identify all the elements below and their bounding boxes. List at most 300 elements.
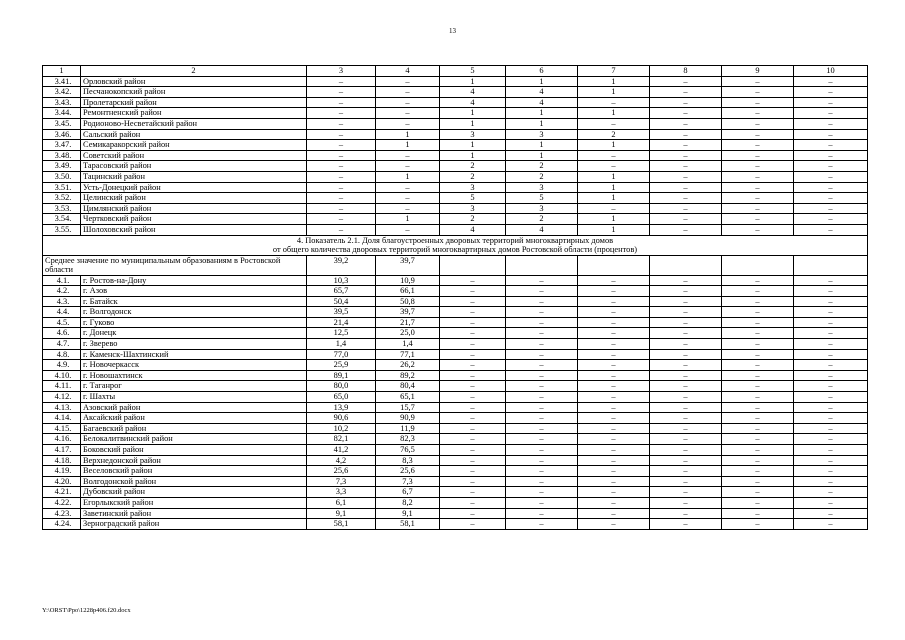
value-cell: –	[307, 203, 376, 214]
value-cell: –	[650, 508, 722, 519]
table-row	[43, 129, 868, 140]
value-cell: 2	[440, 161, 506, 172]
value-cell: –	[307, 150, 376, 161]
municipality-name-cell: г. Гуково	[81, 317, 307, 328]
municipality-name-cell: Песчанокопский район	[81, 87, 307, 98]
value-cell: –	[578, 413, 650, 424]
column-number-cell: 2	[81, 66, 307, 77]
page-number: 13	[449, 27, 456, 35]
indicator-table	[42, 65, 868, 530]
value-cell: –	[722, 150, 794, 161]
value-cell: –	[650, 140, 722, 151]
value-cell: 4	[440, 224, 506, 235]
value-cell: 77,1	[376, 349, 440, 360]
value-cell: 76,5	[376, 445, 440, 456]
column-number-cell: 3	[307, 66, 376, 77]
value-cell: –	[578, 370, 650, 381]
value-cell: –	[650, 286, 722, 297]
value-cell: –	[307, 129, 376, 140]
table-row	[43, 296, 868, 307]
municipality-name-cell: г. Азов	[81, 286, 307, 297]
value-cell: –	[506, 296, 578, 307]
empty-cell	[506, 255, 578, 275]
average-value-cell: 39,7	[376, 255, 440, 275]
value-cell: –	[440, 434, 506, 445]
municipality-name-cell: Зерноградский район	[81, 519, 307, 530]
value-cell: –	[650, 214, 722, 225]
value-cell: –	[722, 275, 794, 286]
value-cell: 1	[578, 224, 650, 235]
value-cell: 13,9	[307, 402, 376, 413]
value-cell: –	[376, 224, 440, 235]
value-cell: –	[794, 286, 868, 297]
municipality-name-cell: г. Таганрог	[81, 381, 307, 392]
municipality-name-cell: Егорлыкский район	[81, 497, 307, 508]
municipality-name-cell: Багаевский район	[81, 423, 307, 434]
value-cell: –	[307, 224, 376, 235]
column-number-cell: 8	[650, 66, 722, 77]
value-cell: –	[794, 150, 868, 161]
value-cell: –	[440, 381, 506, 392]
average-row	[43, 255, 868, 275]
empty-cell	[794, 255, 868, 275]
municipality-name-cell: Цимлянский район	[81, 203, 307, 214]
value-cell: 7,3	[376, 476, 440, 487]
table-row	[43, 519, 868, 530]
row-number-cell: 4.2.	[43, 286, 81, 297]
value-cell: –	[722, 182, 794, 193]
value-cell: 1,4	[376, 339, 440, 350]
value-cell: –	[722, 224, 794, 235]
value-cell: –	[376, 76, 440, 87]
municipality-name-cell: Заветинский район	[81, 508, 307, 519]
value-cell: –	[506, 487, 578, 498]
value-cell: 1	[578, 87, 650, 98]
table-row	[43, 370, 868, 381]
value-cell: –	[506, 466, 578, 477]
empty-cell	[578, 255, 650, 275]
value-cell: –	[650, 161, 722, 172]
value-cell: –	[650, 466, 722, 477]
row-number-cell: 4.6.	[43, 328, 81, 339]
value-cell: 4,2	[307, 455, 376, 466]
value-cell: –	[506, 286, 578, 297]
value-cell: –	[578, 339, 650, 350]
value-cell: –	[650, 434, 722, 445]
value-cell: –	[440, 275, 506, 286]
value-cell: –	[307, 161, 376, 172]
municipality-name-cell: Тацинский район	[81, 171, 307, 182]
value-cell: –	[506, 307, 578, 318]
value-cell: 3,3	[307, 487, 376, 498]
value-cell: 4	[506, 87, 578, 98]
value-cell: –	[794, 97, 868, 108]
value-cell: –	[650, 339, 722, 350]
value-cell: 90,6	[307, 413, 376, 424]
value-cell: –	[650, 360, 722, 371]
column-number-cell: 6	[506, 66, 578, 77]
value-cell: –	[650, 476, 722, 487]
value-cell: –	[440, 476, 506, 487]
value-cell: –	[376, 193, 440, 204]
value-cell: 90,9	[376, 413, 440, 424]
value-cell: –	[578, 275, 650, 286]
value-cell: 1	[578, 171, 650, 182]
table-row	[43, 275, 868, 286]
column-number-cell: 9	[722, 66, 794, 77]
table-row	[43, 150, 868, 161]
row-number-cell: 4.15.	[43, 423, 81, 434]
value-cell: –	[578, 455, 650, 466]
value-cell: –	[722, 171, 794, 182]
municipality-name-cell: Веселовский район	[81, 466, 307, 477]
municipality-name-cell: г. Волгодонск	[81, 307, 307, 318]
municipality-name-cell: Волгодонской район	[81, 476, 307, 487]
row-number-cell: 3.48.	[43, 150, 81, 161]
table-row	[43, 224, 868, 235]
empty-cell	[722, 255, 794, 275]
municipality-name-cell: г. Новочеркасск	[81, 360, 307, 371]
row-number-cell: 4.13.	[43, 402, 81, 413]
value-cell: 1	[376, 214, 440, 225]
value-cell: –	[506, 360, 578, 371]
value-cell: –	[794, 392, 868, 403]
value-cell: 1	[506, 108, 578, 119]
value-cell: –	[650, 328, 722, 339]
value-cell: 4	[506, 224, 578, 235]
value-cell: –	[722, 129, 794, 140]
value-cell: –	[506, 381, 578, 392]
value-cell: –	[376, 150, 440, 161]
value-cell: –	[722, 381, 794, 392]
value-cell: 1	[376, 171, 440, 182]
table-row	[43, 214, 868, 225]
value-cell: –	[376, 182, 440, 193]
value-cell: –	[794, 307, 868, 318]
value-cell: –	[722, 97, 794, 108]
value-cell: –	[578, 360, 650, 371]
row-number-cell: 4.8.	[43, 349, 81, 360]
value-cell: –	[578, 519, 650, 530]
value-cell: –	[722, 118, 794, 129]
value-cell: –	[578, 203, 650, 214]
value-cell: –	[506, 413, 578, 424]
row-number-cell: 4.4.	[43, 307, 81, 318]
row-number-cell: 4.22.	[43, 497, 81, 508]
value-cell: –	[578, 487, 650, 498]
value-cell: –	[578, 349, 650, 360]
value-cell: 3	[506, 203, 578, 214]
value-cell: –	[722, 161, 794, 172]
value-cell: –	[794, 140, 868, 151]
value-cell: –	[376, 161, 440, 172]
row-number-cell: 3.45.	[43, 118, 81, 129]
value-cell: 2	[440, 171, 506, 182]
value-cell: –	[722, 445, 794, 456]
value-cell: –	[794, 87, 868, 98]
municipality-name-cell: г. Донецк	[81, 328, 307, 339]
table-row	[43, 87, 868, 98]
value-cell: –	[650, 370, 722, 381]
value-cell: –	[650, 87, 722, 98]
table-row	[43, 349, 868, 360]
value-cell: –	[722, 402, 794, 413]
value-cell: 82,3	[376, 434, 440, 445]
value-cell: –	[506, 455, 578, 466]
municipality-name-cell: Тарасовский район	[81, 161, 307, 172]
value-cell: –	[794, 76, 868, 87]
municipality-name-cell: Семикаракорский район	[81, 140, 307, 151]
table-row	[43, 108, 868, 119]
value-cell: –	[722, 193, 794, 204]
value-cell: –	[794, 296, 868, 307]
value-cell: 82,1	[307, 434, 376, 445]
value-cell: –	[440, 317, 506, 328]
table-row	[43, 508, 868, 519]
value-cell: –	[650, 171, 722, 182]
column-number-cell: 10	[794, 66, 868, 77]
value-cell: –	[794, 182, 868, 193]
table-row	[43, 286, 868, 297]
value-cell: 6,7	[376, 487, 440, 498]
value-cell: –	[650, 349, 722, 360]
value-cell: –	[794, 214, 868, 225]
table-row	[43, 455, 868, 466]
value-cell: –	[722, 317, 794, 328]
value-cell: –	[578, 476, 650, 487]
row-number-cell: 3.46.	[43, 129, 81, 140]
value-cell: –	[650, 150, 722, 161]
value-cell: –	[722, 87, 794, 98]
value-cell: –	[440, 466, 506, 477]
value-cell: –	[440, 455, 506, 466]
value-cell: –	[794, 423, 868, 434]
row-number-cell: 3.55.	[43, 224, 81, 235]
row-number-cell: 3.52.	[43, 193, 81, 204]
row-number-cell: 3.54.	[43, 214, 81, 225]
value-cell: 80,4	[376, 381, 440, 392]
table-row	[43, 413, 868, 424]
value-cell: 66,1	[376, 286, 440, 297]
row-number-cell: 4.14.	[43, 413, 81, 424]
value-cell: 10,2	[307, 423, 376, 434]
section-title-line-2: от общего количества дворовых территорий многоквартирных домов Ростовской области (процентов)	[272, 244, 638, 254]
value-cell: 6,1	[307, 497, 376, 508]
table-row	[43, 466, 868, 477]
value-cell: –	[376, 118, 440, 129]
value-cell: –	[650, 203, 722, 214]
municipality-name-cell: Дубовский район	[81, 487, 307, 498]
value-cell: –	[650, 455, 722, 466]
empty-cell	[650, 255, 722, 275]
value-cell: 3	[440, 182, 506, 193]
municipality-name-cell: Аксайский район	[81, 413, 307, 424]
value-cell: –	[506, 519, 578, 530]
section-title	[43, 235, 868, 255]
value-cell: 1	[440, 150, 506, 161]
value-cell: –	[650, 413, 722, 424]
value-cell: –	[506, 445, 578, 456]
value-cell: –	[794, 203, 868, 214]
value-cell: –	[794, 118, 868, 129]
value-cell: 26,2	[376, 360, 440, 371]
municipality-name-cell: Шолоховский район	[81, 224, 307, 235]
value-cell: –	[722, 370, 794, 381]
value-cell: –	[307, 193, 376, 204]
value-cell: 5	[506, 193, 578, 204]
value-cell: –	[650, 296, 722, 307]
value-cell: –	[794, 224, 868, 235]
value-cell: –	[578, 466, 650, 477]
row-number-cell: 3.41.	[43, 76, 81, 87]
row-number-cell: 3.51.	[43, 182, 81, 193]
value-cell: –	[376, 108, 440, 119]
value-cell: 3	[506, 129, 578, 140]
value-cell: –	[794, 275, 868, 286]
table-row	[43, 476, 868, 487]
value-cell: –	[440, 423, 506, 434]
value-cell: 2	[506, 171, 578, 182]
value-cell: 21,4	[307, 317, 376, 328]
value-cell: –	[794, 455, 868, 466]
section-title-line-1: 4. Показатель 2.1. Доля благоустроенных дворовых территорий многоквартирных домов	[296, 235, 614, 245]
value-cell: –	[794, 349, 868, 360]
value-cell: 12,5	[307, 328, 376, 339]
value-cell: –	[376, 97, 440, 108]
value-cell: 4	[440, 97, 506, 108]
value-cell: 2	[506, 161, 578, 172]
value-cell: –	[578, 508, 650, 519]
value-cell: 65,0	[307, 392, 376, 403]
value-cell: –	[650, 402, 722, 413]
column-number-row	[43, 66, 868, 77]
row-number-cell: 3.49.	[43, 161, 81, 172]
value-cell: –	[722, 476, 794, 487]
value-cell: –	[722, 214, 794, 225]
value-cell: 3	[506, 182, 578, 193]
value-cell: –	[578, 161, 650, 172]
value-cell: –	[722, 140, 794, 151]
value-cell: –	[722, 296, 794, 307]
value-cell: 1	[376, 129, 440, 140]
municipality-name-cell: Верхнедонской район	[81, 455, 307, 466]
value-cell: –	[506, 328, 578, 339]
value-cell: –	[440, 508, 506, 519]
table-row	[43, 402, 868, 413]
value-cell: 1	[578, 193, 650, 204]
row-number-cell: 4.3.	[43, 296, 81, 307]
value-cell: –	[722, 455, 794, 466]
value-cell: 1	[440, 108, 506, 119]
value-cell: –	[440, 487, 506, 498]
value-cell: –	[376, 87, 440, 98]
municipality-name-cell: Сальский район	[81, 129, 307, 140]
table-row	[43, 76, 868, 87]
section-title-row	[43, 235, 868, 255]
value-cell: –	[440, 360, 506, 371]
value-cell: 9,1	[376, 508, 440, 519]
row-number-cell: 4.19.	[43, 466, 81, 477]
value-cell: 39,5	[307, 307, 376, 318]
value-cell: 4	[440, 87, 506, 98]
value-cell: 2	[506, 214, 578, 225]
value-cell: –	[578, 328, 650, 339]
value-cell: –	[722, 203, 794, 214]
municipality-name-cell: Советский район	[81, 150, 307, 161]
value-cell: –	[722, 423, 794, 434]
value-cell: –	[722, 307, 794, 318]
row-number-cell: 3.42.	[43, 87, 81, 98]
value-cell: –	[794, 413, 868, 424]
value-cell: 39,7	[376, 307, 440, 318]
value-cell: 1	[578, 140, 650, 151]
value-cell: –	[794, 161, 868, 172]
value-cell: –	[722, 360, 794, 371]
value-cell: –	[794, 328, 868, 339]
municipality-name-cell: г. Батайск	[81, 296, 307, 307]
value-cell: 1	[578, 108, 650, 119]
value-cell: 1	[440, 118, 506, 129]
value-cell: –	[307, 182, 376, 193]
municipality-name-cell: Боковский район	[81, 445, 307, 456]
file-path-footer: Y:\ORST\Ppo\1228p406.f20.docx	[42, 607, 131, 614]
value-cell: 10,3	[307, 275, 376, 286]
value-cell: –	[794, 381, 868, 392]
row-number-cell: 3.43.	[43, 97, 81, 108]
value-cell: –	[722, 76, 794, 87]
table-row	[43, 193, 868, 204]
value-cell: –	[794, 317, 868, 328]
value-cell: –	[650, 381, 722, 392]
value-cell: –	[440, 296, 506, 307]
value-cell: –	[440, 445, 506, 456]
table-row	[43, 445, 868, 456]
value-cell: 41,2	[307, 445, 376, 456]
value-cell: –	[650, 307, 722, 318]
municipality-name-cell: г. Новошахтинск	[81, 370, 307, 381]
row-number-cell: 4.24.	[43, 519, 81, 530]
value-cell: 4	[506, 97, 578, 108]
column-number-cell: 5	[440, 66, 506, 77]
column-number-cell: 1	[43, 66, 81, 77]
municipality-name-cell: Родионово-Несветайский район	[81, 118, 307, 129]
value-cell: –	[440, 392, 506, 403]
value-cell: –	[722, 466, 794, 477]
value-cell: –	[578, 118, 650, 129]
average-label-cell: Среднее значение по муниципальным образованиям в Ростовской области	[43, 255, 307, 275]
value-cell: –	[307, 87, 376, 98]
value-cell: –	[794, 476, 868, 487]
value-cell: –	[650, 97, 722, 108]
column-number-cell: 7	[578, 66, 650, 77]
value-cell: –	[650, 118, 722, 129]
value-cell: 5	[440, 193, 506, 204]
value-cell: –	[722, 508, 794, 519]
municipality-name-cell: г. Ростов-на-Дону	[81, 275, 307, 286]
value-cell: –	[440, 402, 506, 413]
value-cell: 10,9	[376, 275, 440, 286]
value-cell: –	[376, 203, 440, 214]
value-cell: 1	[506, 118, 578, 129]
value-cell: –	[440, 413, 506, 424]
value-cell: 21,7	[376, 317, 440, 328]
value-cell: –	[650, 317, 722, 328]
value-cell: –	[794, 434, 868, 445]
value-cell: –	[722, 328, 794, 339]
value-cell: 9,1	[307, 508, 376, 519]
value-cell: –	[650, 76, 722, 87]
table-row	[43, 203, 868, 214]
